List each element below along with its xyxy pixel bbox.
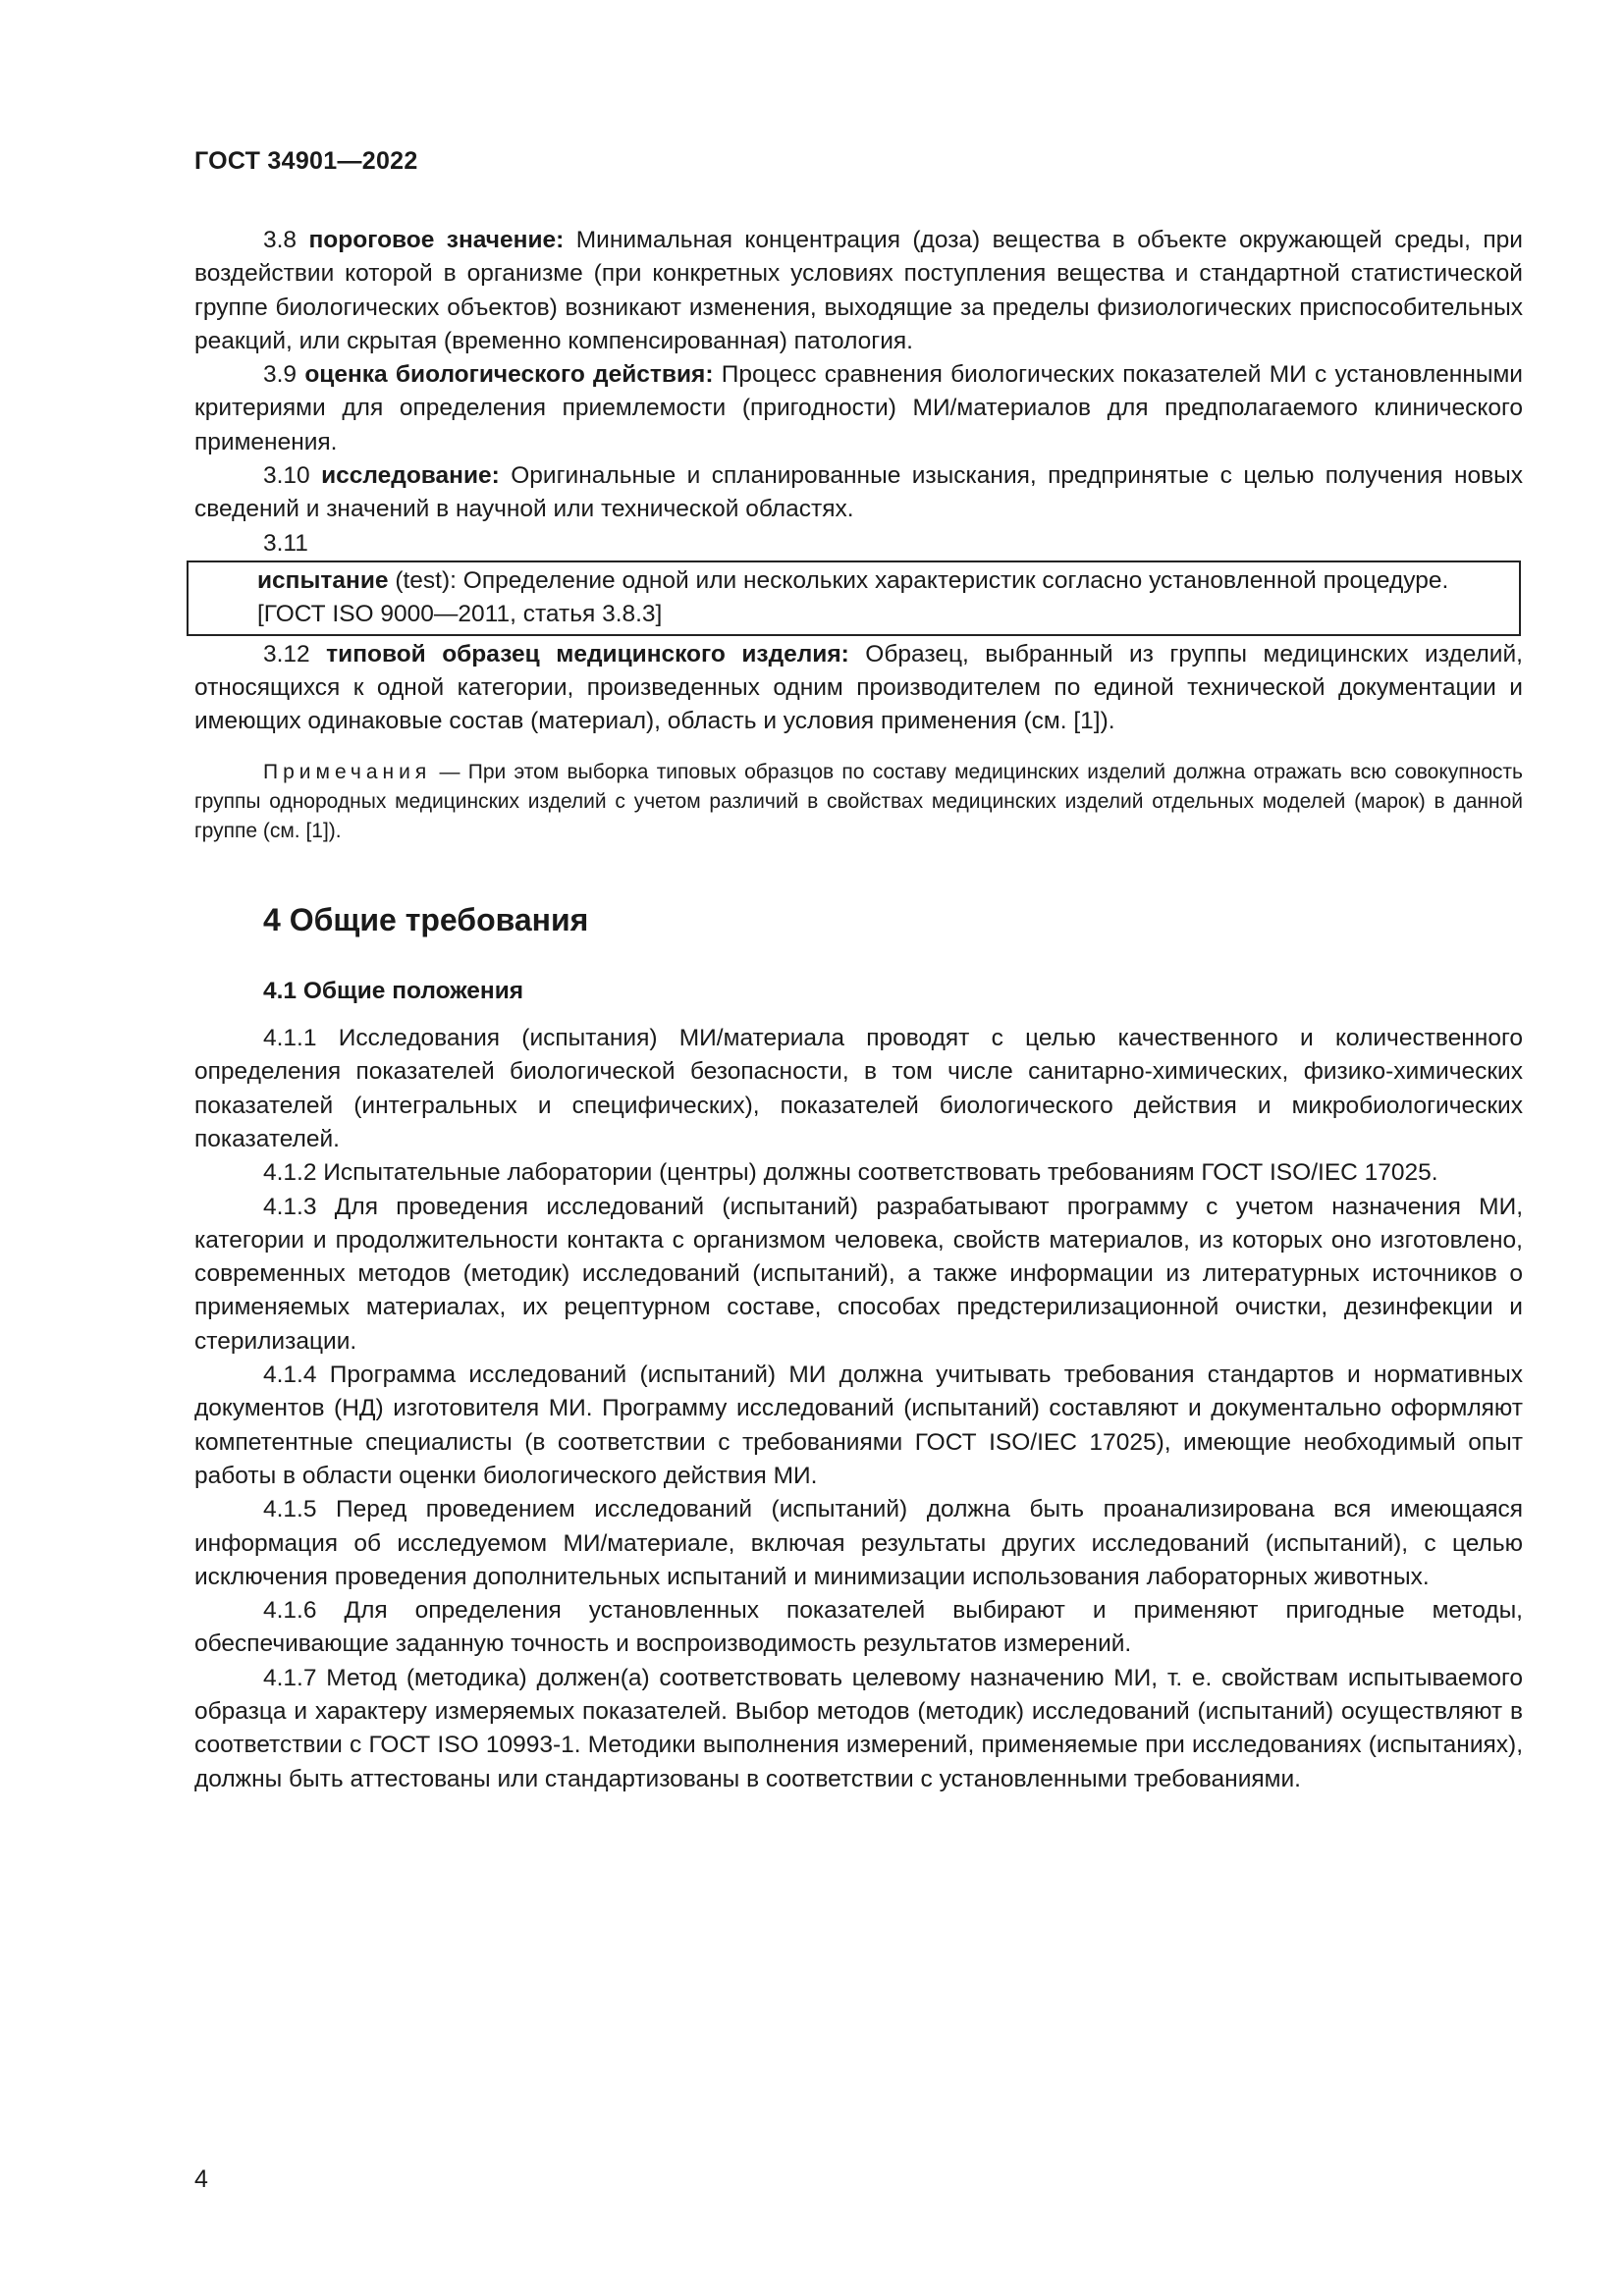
paragraph-4-1-1: 4.1.1 Исследования (испытания) МИ/материала проводят с целью качественного и количественного определения показателей биологической безопасности, в том числе санитарно-химических, физико-химических показателей (интегральных и специфических), показателей биологического действия и микробиологических показателей. bbox=[194, 1025, 1523, 1152]
term: оценка биологического действия: bbox=[304, 361, 714, 389]
page-number: 4 bbox=[194, 2165, 208, 2193]
section-title: 4 Общие требования bbox=[263, 902, 589, 938]
paragraph-3-9 bbox=[194, 358, 1523, 459]
paragraph-4-1-2: 4.1.2 Испытательные лаборатории (центры) должны соответствовать требованиям ГОСТ ISO/IEC 17025. bbox=[263, 1159, 1438, 1187]
paragraph-4-1-3: 4.1.3 Для проведения исследований (испытаний) разрабатывают программу с учетом назначения МИ, категории и продолжительности контакта с организмом человека, свойств материалов, из которых оно изготовлено, современных методов (методик) исследований (испытаний), а также информации из литературных источников о применяемых материалах, их рецептурном составе, способах предстерилизационной очистки, дезинфекции и стерилизации. bbox=[194, 1193, 1523, 1355]
paragraph-3-11 bbox=[198, 564, 1509, 598]
term: исследование: bbox=[321, 462, 500, 490]
term: пороговое значение: bbox=[308, 227, 565, 253]
paragraph-3-10 bbox=[194, 459, 1523, 527]
standard-header: ГОСТ 34901—2022 bbox=[194, 147, 418, 175]
term: испытание bbox=[257, 566, 389, 594]
definition: Оригинальные и спланированные изыскания, предпринятые с целью получения новых сведений и значений в научной или технической областях. bbox=[194, 462, 1523, 523]
paragraph-4-1-7: 4.1.7 Метод (методика) должен(а) соответствовать целевому назначению МИ, т. е. свойствам испытываемого образца и характеру измеряемых показателей. Выбор методов (методик) исследований (испытаний) осуществляют в соответствии с ГОСТ ISO 10993-1. Методики выполнения измерений, применяемые при исследованиях (испытаниях), должны быть аттестованы или стандартизованы в соответствии с установленными требованиями. bbox=[194, 1664, 1523, 1792]
paragraph-3-12 bbox=[194, 638, 1523, 739]
note bbox=[194, 758, 1523, 846]
definition: (test): Определение одной или нескольких характеристик согласно установленной процедуре. bbox=[388, 566, 1449, 594]
document-body bbox=[194, 224, 1523, 1796]
definition: Процесс сравнения биологических показателей МИ с установленными критериями для определения приемлемости (пригодности) МИ/материалов для предполагаемого клинического применения. bbox=[194, 361, 1523, 455]
term: типовой образец медицинского изделия: bbox=[326, 640, 849, 667]
paragraph-4-1-5: 4.1.5 Перед проведением исследований (испытаний) должна быть проанализирована вся имеющаяся информация об исследуемом МИ/материале, включая результаты других исследований (испытаний), с целью исключения проведения дополнительных испытаний и минимизации использования лабораторных животных. bbox=[194, 1496, 1523, 1590]
subsection-title: 4.1 Общие положения bbox=[263, 977, 524, 1004]
clause-number: 3.12 bbox=[263, 640, 327, 667]
clause-number: 3.9 bbox=[263, 361, 305, 389]
note-text: — При этом выборка типовых образцов по составу медицинских изделий должна отражать всю совокупность группы однородных медицинских изделий с учетом различий в свойствах медицинских изделий отдельных моделей (марок) в данной группе (см. [1]). bbox=[194, 761, 1523, 843]
source-reference: [ГОСТ ISO 9000—2011, статья 3.8.3] bbox=[257, 601, 663, 628]
clause-number: 3.10 bbox=[263, 462, 322, 490]
definition: Образец, выбранный из группы медицинских изделий, относящихся к одной категории, произведенных одним производителем по единой технической документации и имеющих одинаковые состав (материал), область и условия применения (см. [1]). bbox=[194, 640, 1523, 735]
paragraph-4-1-4: 4.1.4 Программа исследований (испытаний) МИ должна учитывать требования стандартов и нормативных документов (НД) изготовителя МИ. Программу исследований (испытаний) составляют и документально оформляют компетентные специалисты (в соответствии с требованиями ГОСТ ISO/IEC 17025), имеющие необходимый опыт работы в области оценки биологического действия МИ. bbox=[194, 1362, 1523, 1489]
quoted-definition-box bbox=[187, 561, 1521, 636]
definition: Минимальная концентрация (доза) вещества в объекте окружающей среды, при воздействии которой в организме (при конкретных условиях поступления вещества и стандартной статистической группе биологических объектов) возникают изменения, выходящие за пределы физиологических приспособительных реакций, или скрытая (временно компенсированная) патология. bbox=[194, 227, 1523, 354]
clause-number-3-11: 3.11 bbox=[263, 529, 308, 557]
paragraph-4-1-6: 4.1.6 Для определения установленных показателей выбирают и применяют пригодные методы, обеспечивающие заданную точность и воспроизводимость результатов измерений. bbox=[194, 1597, 1523, 1658]
note-label: Примечания bbox=[263, 761, 432, 784]
paragraph-3-8 bbox=[194, 224, 1523, 358]
clause-number: 3.8 bbox=[263, 227, 309, 253]
